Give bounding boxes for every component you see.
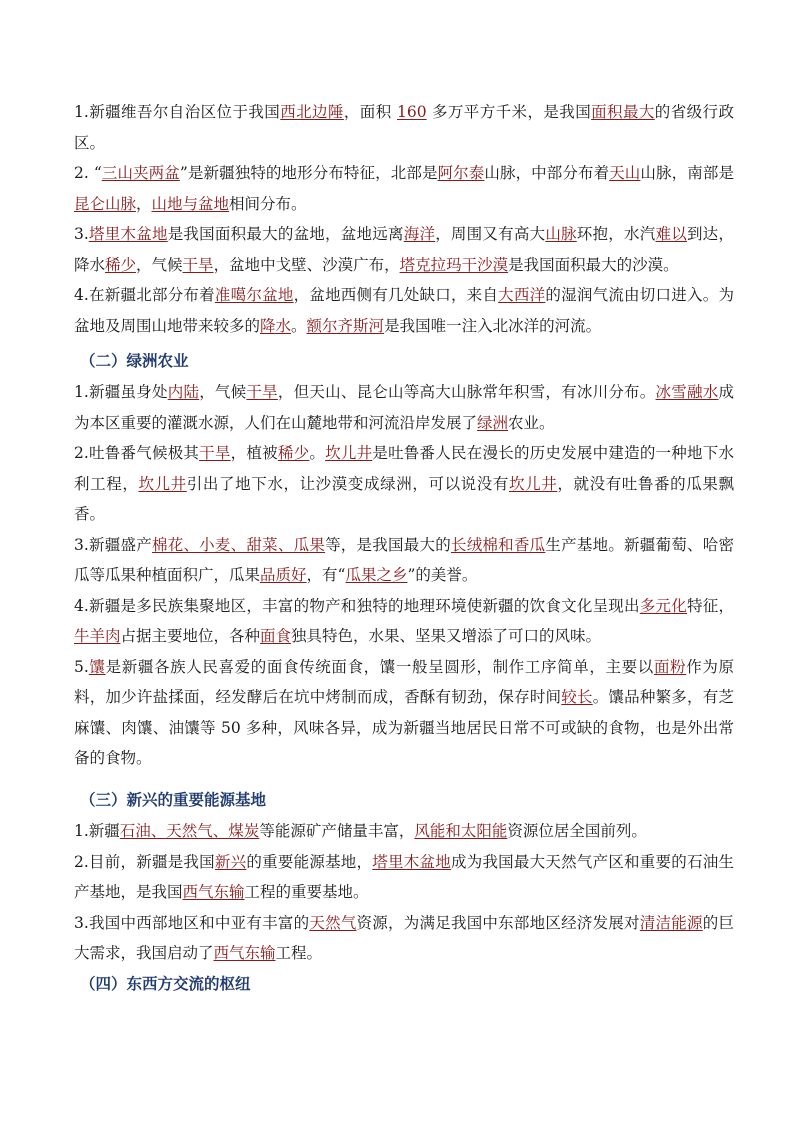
text-run: 是我国唯一注入北冰洋的河流。	[384, 316, 602, 335]
text-run: ”的美誉。	[407, 566, 478, 584]
text-run: 资源，为满足我国中东部地区经济发展对	[356, 913, 640, 932]
text-run: ，但天山、昆仑山等高大山脉常年积雪，有冰川分布。	[277, 383, 656, 401]
highlighted-term: 面食	[260, 627, 292, 645]
text-run: ，面积	[343, 103, 397, 121]
highlighted-term: 干旱	[246, 383, 278, 401]
paragraph	[74, 652, 734, 774]
highlighted-term: 牛羊肉	[74, 627, 121, 645]
text-run: 3.新疆盛产	[74, 535, 152, 554]
text-run: 等，是我国最大的	[325, 535, 451, 554]
text-run: 的湿润气流由切口进入。为盆地及周围山地带来较多的	[74, 286, 734, 335]
text-run: 4.新疆是多民族集聚地区，丰富的物产和独特的地理环境使新疆的饮食文化呈现出	[74, 596, 640, 615]
section-2-heading: （二）绿洲农业	[80, 351, 189, 370]
highlighted-term: 面粉	[653, 657, 687, 676]
text-run: 工程。	[275, 944, 323, 962]
text-run: 。	[291, 316, 307, 335]
highlighted-term: 稀少	[277, 444, 310, 462]
highlighted-term: 天山	[609, 164, 641, 182]
highlighted-term: 阿尔泰	[437, 164, 485, 182]
highlighted-term: 新兴	[214, 852, 247, 871]
text-run: 环抱，水汽	[576, 225, 656, 243]
section-2-body	[74, 377, 734, 774]
text-run: 3.	[74, 225, 89, 243]
text-run: 1.新疆虽身处	[74, 383, 168, 401]
text-run: 独具特色，水果、坚果又增添了可口的风味。	[291, 627, 602, 645]
text-run: 的重要能源基地，	[246, 852, 373, 871]
text-run: 生产基地。新疆葡萄、哈密瓜等瓜果种植面积广，瓜果	[74, 535, 734, 584]
paragraph	[74, 908, 734, 969]
text-run: 相间分布。	[229, 194, 307, 213]
highlighted-term: 品质好	[260, 566, 307, 584]
section-1-body	[74, 97, 734, 341]
paragraph	[74, 97, 734, 158]
highlighted-term: 馕	[88, 657, 106, 676]
text-run: ，	[136, 194, 152, 213]
highlighted-term: 西北边陲	[280, 103, 344, 121]
text-run: ，周围又有高大	[435, 225, 546, 243]
text-run: ，有“	[306, 566, 346, 584]
highlighted-term: 山地与盆地	[151, 194, 230, 213]
section-3-heading: （三）新兴的重要能源基地	[80, 790, 267, 809]
highlighted-term: 山脉	[545, 225, 577, 243]
text-run: 的巨大需求，我国启动了	[74, 913, 734, 962]
text-run: ，盆地中戈壁、沙漠广布，	[213, 255, 400, 274]
text-run: 是新疆各族人民喜爱的面食传统面食，馕一般呈圆形，制作工序简单，主要以	[105, 657, 654, 676]
paragraph	[74, 530, 734, 591]
text-run: 山脉，南部是	[640, 164, 734, 182]
highlighted-term: 坎儿井	[138, 474, 187, 493]
highlighted-term: 绿洲	[477, 413, 509, 432]
text-run: 1.新疆维吾尔自治区位于我国	[74, 103, 281, 121]
text-run: 农业。	[508, 413, 555, 432]
text-run: 引出了地下水，让沙漠变成绿洲，可以说没有	[186, 474, 510, 493]
highlighted-term: 冰雪融水	[655, 383, 719, 401]
text-run: 4.在新疆北部分布着	[74, 286, 215, 304]
text-run: ，盆地西侧有几处缺口，来自	[293, 286, 499, 304]
paragraph	[74, 847, 734, 908]
text-run: ，气候	[136, 255, 183, 274]
text-run: 等能源矿产储量丰富，	[259, 822, 415, 840]
text-run: 。	[309, 444, 326, 462]
highlighted-term: 坎儿井	[509, 474, 558, 493]
highlighted-term: 干旱	[199, 444, 231, 462]
text-run: 2.吐鲁番气候极其	[74, 444, 200, 462]
text-run: 2. “	[74, 164, 102, 182]
section-4-heading: （四）东西方交流的枢纽	[80, 974, 251, 993]
paragraph	[74, 438, 734, 530]
text-run: 5.	[74, 657, 89, 676]
text-run: 成为本区重要的灌溉水源，人们在山麓地带和河流沿岸发展了	[74, 383, 734, 432]
highlighted-term: 塔里木盆地	[88, 225, 168, 243]
highlighted-term: 海洋	[403, 225, 436, 243]
text-run: 1.新疆	[74, 822, 120, 840]
highlighted-term: 塔里木盆地	[372, 852, 451, 871]
paragraph	[74, 158, 734, 219]
text-run: 工程的重要基地。	[244, 883, 369, 901]
highlighted-term: 降水	[260, 316, 292, 335]
highlighted-term: 面积最大	[591, 103, 655, 121]
text-run: 3.我国中西部地区和中亚有丰富的	[74, 913, 310, 932]
highlighted-term: 三山夹两盆	[101, 164, 180, 182]
highlighted-term: 西气东输	[182, 883, 245, 901]
highlighted-term: 石油、天然气、煤炭	[119, 822, 260, 840]
highlighted-term: 风能和太阳能	[414, 822, 508, 840]
text-run: 到达，降水	[74, 225, 734, 274]
highlighted-term: 天然气	[309, 913, 357, 932]
text-run: ，气候	[199, 383, 247, 401]
text-run: 作为原料，加少许盐揉面，经发酵后在坑中烤制而成，香酥有韧劲，保存时间	[74, 657, 734, 706]
text-run: 占据主要地位，各种	[120, 627, 261, 645]
highlighted-term: 塔克拉玛干沙漠	[399, 255, 509, 274]
text-run: 资源位居全国前列。	[507, 822, 647, 840]
highlighted-term: 清洁能源	[639, 913, 703, 932]
highlighted-term: 准噶尔盆地	[214, 286, 294, 304]
highlighted-term: 额尔齐斯河	[306, 316, 385, 335]
text-run: 成为我国最大天然气产区和重要的石油生产基地，是我国	[74, 852, 734, 901]
paragraph	[74, 816, 734, 847]
paragraph	[74, 219, 734, 280]
highlighted-term: 稀少	[105, 255, 137, 274]
highlighted-term: 棉花、小麦、甜菜、瓜果	[151, 535, 326, 554]
text-run: 的省级行政区。	[74, 103, 734, 152]
text-run: 特征，	[687, 596, 734, 615]
text-run: 是吐鲁番人民在漫长的历史发展中建造的一种地下水利工程，	[74, 444, 734, 493]
highlighted-term: 昆仑山脉	[74, 194, 137, 213]
text-run: ”是新疆独特的地形分布特征，北部是	[179, 164, 438, 182]
text-run: 多万平方千米，是我国	[426, 103, 592, 121]
highlighted-term: 坎儿井	[325, 444, 373, 462]
highlighted-term: 干旱	[182, 255, 214, 274]
highlighted-term: 内陆	[167, 383, 200, 401]
section-3-body	[74, 816, 734, 969]
text-run: ，就没有吐鲁番的瓜果飘香。	[74, 474, 734, 523]
text-run: ，植被	[230, 444, 278, 462]
text-run: 2.目前，新疆是我国	[74, 852, 215, 871]
paragraph	[74, 377, 734, 438]
paragraph	[74, 280, 734, 341]
highlighted-term: 较长	[561, 688, 593, 706]
text-run: 山脉，中部分布着	[484, 164, 610, 182]
text-run: 。馕品种繁多，有芝麻馕、肉馕、油馕等 50 多种，风味各异，成为新疆当地居民日常不可或缺的食物，也是外出常备的食物。	[74, 688, 734, 767]
text-run: 是我国面积最大的沙漠。	[508, 255, 679, 274]
highlighted-term: 160	[397, 103, 427, 121]
highlighted-term: 大西洋	[498, 286, 546, 304]
highlighted-term: 长绒棉和香瓜	[450, 535, 546, 554]
highlighted-term: 多元化	[639, 596, 688, 615]
text-run: 是我国面积最大的盆地，盆地远离	[167, 225, 404, 243]
highlighted-term: 西气东输	[213, 944, 276, 962]
highlighted-term: 瓜果之乡	[345, 566, 408, 584]
paragraph	[74, 591, 734, 652]
highlighted-term: 难以	[655, 225, 687, 243]
